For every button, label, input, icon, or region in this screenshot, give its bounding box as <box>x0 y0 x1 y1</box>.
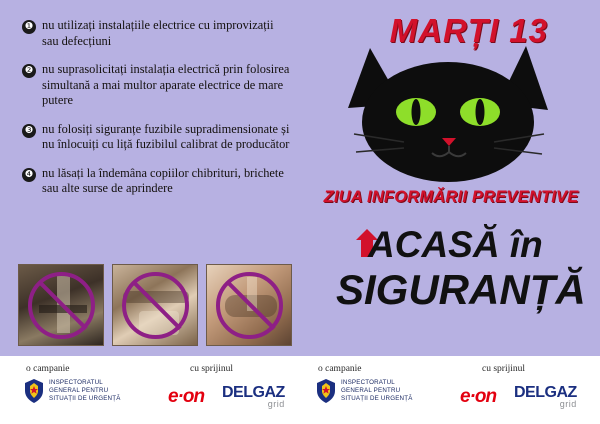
tip-text: nu folosiți siguranțe fuzibile supradimensionate și nu înlocuiți cu liță fuzibilul calibrat de producător <box>42 121 290 151</box>
title-rest-line1: CASĂ în <box>394 224 543 265</box>
tip-text: nu utilizați instalațiile electrice cu improvizații sau defecțiuni <box>42 18 274 48</box>
tip-number-badge: ❶ <box>22 20 36 34</box>
igsu-line-1: INSPECTORATUL <box>341 378 395 386</box>
chibrituri-copii-photo <box>206 264 292 346</box>
delgaz-grid-logo <box>222 384 285 409</box>
delgaz-logo-sub: grid <box>267 399 285 409</box>
igsu-crest-icon <box>316 378 336 404</box>
delgaz-logo-text: DELGAZ <box>222 384 285 401</box>
sponsor-block-right <box>300 356 592 424</box>
tip-text: nu lăsați la îndemâna copiilor chibrituri, brichete sau alte surse de aprindere <box>42 165 284 195</box>
igsu-logo <box>316 378 413 404</box>
eon-logo: e·on <box>168 386 205 407</box>
tip-number-badge: ❸ <box>22 124 36 138</box>
igsu-line-3: SITUAȚII DE URGENȚĂ <box>49 395 121 403</box>
tip-text: nu suprasolicitați instalația electrică prin folosirea simultană a mai multor aparate electrice de mare putere <box>42 62 290 107</box>
page-title-line1 <box>352 224 543 266</box>
label-support: cu sprijinul <box>190 364 234 374</box>
headline-marti-13: MARȚI 13 <box>389 12 548 49</box>
title-letter-a: A <box>368 224 395 265</box>
prohibition-icon <box>28 272 95 339</box>
black-cat-icon <box>330 38 570 188</box>
igsu-logo-text <box>341 379 413 404</box>
list-item <box>22 62 290 109</box>
prelungitor-supraincarcat-photo <box>112 264 198 346</box>
delgaz-logo-sub: grid <box>559 399 577 409</box>
footer-bar <box>0 356 600 424</box>
igsu-line-2: GENERAL PENTRU <box>341 386 401 394</box>
igsu-logo <box>24 378 121 404</box>
delgaz-logo-text: DELGAZ <box>514 384 577 401</box>
priza-improvizatie-photo <box>18 264 104 346</box>
subtitle-ziua-informarii: ZIUA INFORMĂRII PREVENTIVE <box>323 188 579 206</box>
eon-logo: e·on <box>460 386 497 407</box>
label-campaign: o campanie <box>26 364 70 374</box>
list-item <box>22 18 290 49</box>
label-campaign: o campanie <box>318 364 362 374</box>
list-item <box>22 166 290 197</box>
safety-tips-list <box>22 18 290 210</box>
igsu-line-3: SITUAȚII DE URGENȚĂ <box>341 395 413 403</box>
sponsor-block-left <box>8 356 300 424</box>
list-item <box>22 122 290 153</box>
igsu-logo-text <box>49 379 121 404</box>
delgaz-grid-logo <box>514 384 577 409</box>
label-support: cu sprijinul <box>482 364 526 374</box>
igsu-crest-icon <box>24 378 44 404</box>
igsu-line-2: GENERAL PENTRU <box>49 386 109 394</box>
tip-number-badge: ❹ <box>22 168 36 182</box>
prohibition-icon <box>122 272 189 339</box>
tip-number-badge: ❷ <box>22 64 36 78</box>
prohibition-icon <box>216 272 283 339</box>
page-title-line2: SIGURANȚĂ <box>336 266 586 313</box>
igsu-line-1: INSPECTORATUL <box>49 378 103 386</box>
hazard-photo-row <box>18 264 294 346</box>
